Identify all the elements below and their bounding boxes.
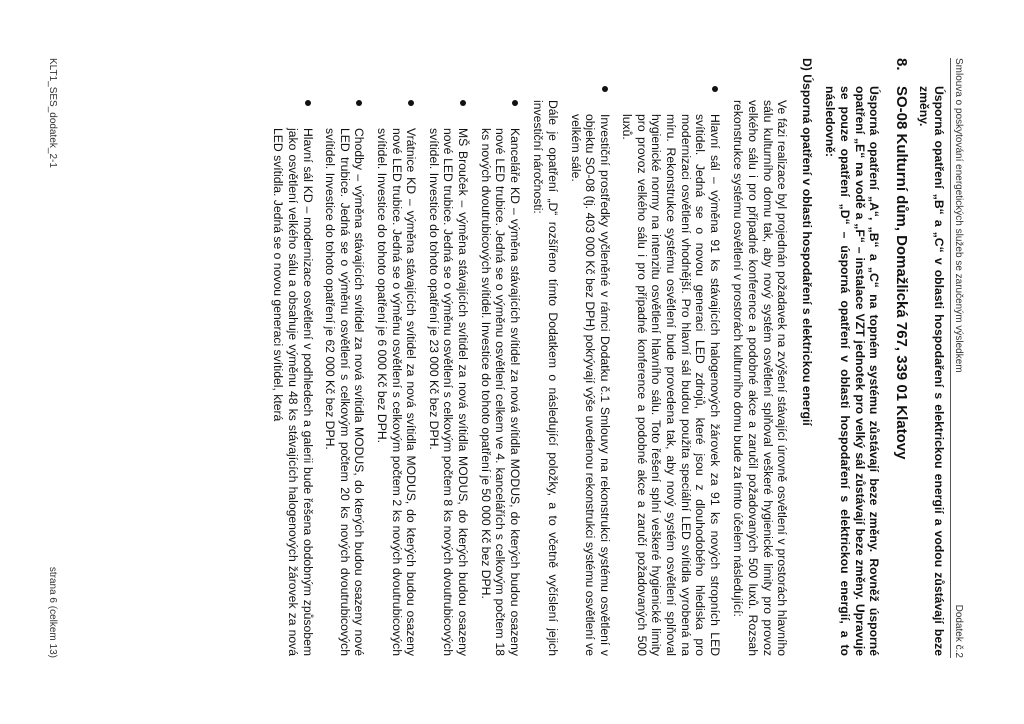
header-amendment: Dodatek č.2 [953, 604, 964, 658]
list-item-text: Kanceláře KD – výměna stávajících svítidel za nová svítidla MODUS, do kterých budou osazeny nové LED trubice. Jedná se o výměnu osvětlení celkem ve 4. kancelářích s celkovým počtem 18 ks nových dvoutrubicových svítidel. Investice do tohoto opatření je 50 000 Kč bez DPH. [478, 128, 522, 656]
scope-paragraph: Ve fázi realizace byl projednán požadavek na zvýšení stávající úrovně osvětlení v prostorách hlavního sálu kulturního domu tak, aby nový systém osvětlení splňoval veškeré hygienické limity pro provoz velkého sálu i pro případné konference a podobné akce a zaručil požadovaných 500 luxů. Rozsah rekonstrukce systému osvětlení v prostorách kulturního domu bude za tímto účelem následující: [731, 100, 790, 656]
header-title: Smlouva o poskytování energetických služeb se zaručeným výsledkem [953, 58, 964, 373]
list-item-text: Vrátnice KD – výměna stávajících svítidel za nová svítidla MODUS, do kterých budou osazeny nové LED trubice. Jedná se o výměnu osvětlení s celkovým počtem 2 ks nových dvoutrubicových svítidel. Investice do tohoto opatření je 6 000 Kč bez DPH. [375, 128, 419, 656]
list-item-text: Investiční prostředky vyčleněné v rámci Dodatku č.1 Smlouvy na rekonstrukci systému osvětlení v objektu SO-08 (tj. 403 000 Kč bez DPH) pokrývají výše uvedenou rekonstrukci systému osvětlení ve velkém sále. [568, 114, 612, 656]
list-item [323, 100, 367, 656]
bullet-icon [408, 100, 414, 106]
page-footer [47, 58, 58, 658]
list-item [426, 100, 470, 656]
list-item [478, 100, 522, 656]
section-title: SO-08 Kulturní dům, Domažlická 767, 339 01 Klatovy [892, 86, 910, 460]
bullet-icon [460, 100, 466, 106]
bullet-icon [305, 100, 311, 106]
intro-paragraph: Úsporná opatření „B“ a „C“ v oblasti hospodaření s elektrickou energií a vodou zůstávají beze změny. [917, 86, 946, 656]
list-item [271, 100, 315, 656]
bullet-icon [356, 100, 362, 106]
main-bullet-list [568, 86, 722, 656]
item-bullet-list [271, 100, 522, 656]
list-item-text: Hlavní sál KD – modernizace osvětlení v podhledech a galerii bude řešena obdobným způsobem jako osvětlení velkého sálu a obsahuje výměnu 48 ks stávajících halogenových žárovek za nová LED svítidla. Jedná se o novou generaci svítidel, která [271, 128, 315, 656]
bullet-icon [512, 100, 518, 106]
list-item-text: Hlavní sál – výměna 91 ks stávajících halogenových žárovek za 91 ks nových stropních LED svítidel. Jedná se o novou generaci LED zdrojů, které jsou z dlouhodobého hlediska pro modernizaci osvětlení vhodnější. Pro hlavní sál budou použita speciální LED svítidla vyrobená na míru. Rekonstrukce systému osvětlení bude provedena tak, aby nový systém osvětlení splňoval hygienické normy na intenzitu osvětlení hlavního sálu. Toto řešení splní veškeré hygienické limity pro provoz velkého sálu i pro případné konference a podobné akce a zaručí požadovaných 500 luxů. [620, 114, 722, 656]
list-item [568, 86, 612, 656]
section-heading [893, 58, 908, 656]
list-item [620, 86, 722, 656]
measures-paragraph: Úsporná opatření „A“, „B“ a „C“ na topném systému zůstávají beze změny. Rovněž úsporné opatření „E“ na vodě a „F“ – instalace VZT jednotek pro velký sál zůstávají beze změny. Upravuje se pouze opatření „D“ – úsporná opatření v oblasti hospodaření s elektrickou energií, a to následovně: [823, 86, 882, 656]
page-content [263, 58, 946, 656]
section-number: 8. [892, 58, 910, 71]
page-header [950, 58, 964, 658]
footer-file-id: KLT1_SES_dodatek_2-1 [47, 58, 58, 168]
subsection-heading: D) Úsporná opatření v oblasti hospodaření s elektrickou energií [799, 58, 814, 426]
list-item-text: Chodby – výměna stávajících svítidel za nová svítidla MODUS, do kterých budou osazeny nové LED trubice. Jedná se o výměnu osvětlení s celkovým počtem 20 ks nových dvoutrubicových svítidel. Investice do tohoto opatření je 62 000 Kč bez DPH. [323, 128, 367, 656]
bullet-icon [602, 86, 608, 92]
extension-paragraph: Dále je opatření „D“ rozšířeno tímto Dodatkem o následující položky, a to včetně vyčíslení jejich investiční náročnosti: [531, 100, 560, 656]
list-item [374, 100, 418, 656]
list-item-text: MŠ Brouček – výměna stávajících svítidel za nová svítidla MODUS, do kterých budou osazeny nové LED trubice. Jedná se o výměnu osvětlení s celkovým počtem 8 ks nových dvoutrubicových svítidel. Investice do tohoto opatření je 23 000 Kč bez DPH. [426, 128, 470, 656]
bullet-icon [712, 86, 718, 92]
footer-page-number: strana 6 (celkem 13) [47, 566, 58, 658]
